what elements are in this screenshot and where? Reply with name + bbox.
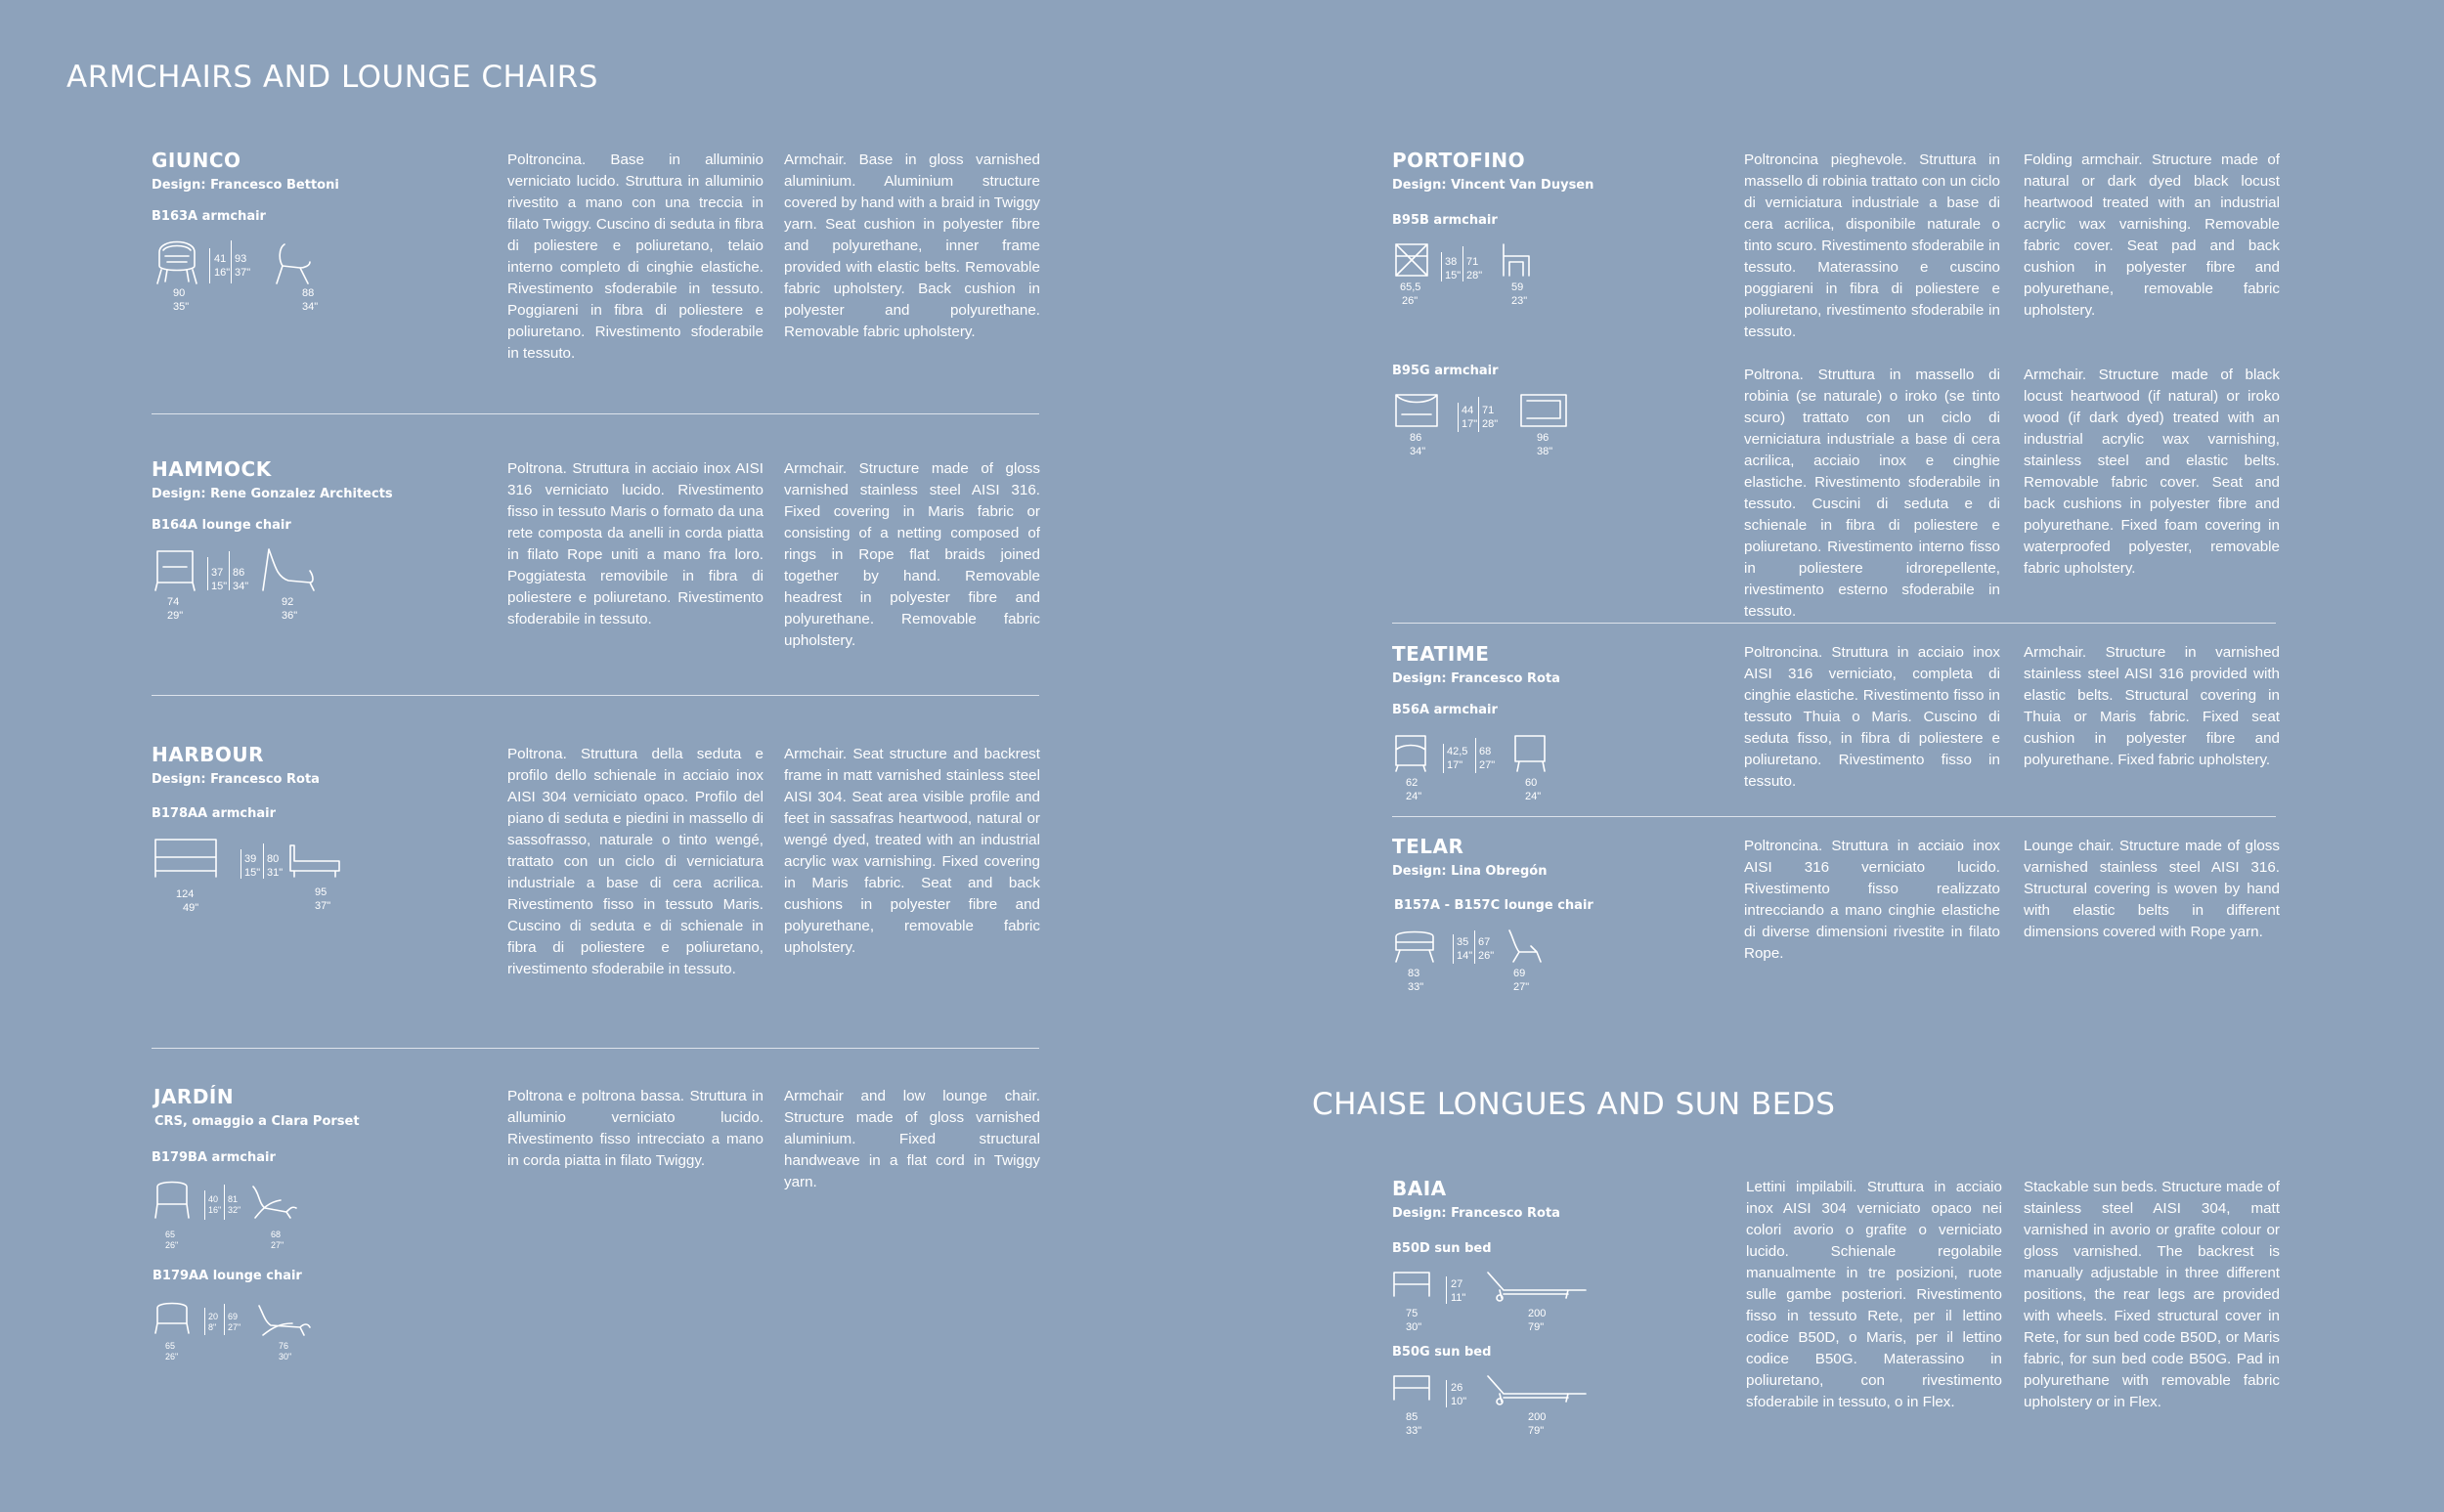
product-designer: Design: Francesco Rota	[1392, 671, 1560, 686]
dimension-label: 65	[165, 1341, 176, 1351]
dimension-line	[209, 248, 210, 283]
model-code: B50G sun bed	[1392, 1345, 1492, 1360]
dimension-line	[204, 1308, 205, 1335]
dimension-label: 69	[1513, 968, 1526, 979]
divider	[152, 413, 1039, 414]
dimension-label: 15"	[211, 581, 228, 592]
dimension-label: 95	[315, 886, 327, 898]
dimension-line	[224, 1304, 225, 1335]
dimension-label: 16"	[208, 1205, 222, 1215]
description-it: Poltrona. Struttura in massello di robinia (se naturale) o iroko (se tinto scuro) trattato con un ciclo di verniciatura industriale a base di cera acrilica, acciaio inox e cinghie elastiche. Rivestimento sfoderabile in tessuto. Cuscini di seduta e di schienale in fibra di poliestere e poliuretano. Rivestimento interno fisso in poliestere idrorepellente, rivestimento esterno sfoderabile in tessuto.	[1744, 367, 2000, 620]
dimension-line	[1453, 934, 1454, 964]
product-name: TELAR	[1392, 835, 1464, 858]
model-code: B178AA armchair	[152, 806, 277, 821]
dimension-label: 33"	[1408, 981, 1424, 993]
dimension-line	[1441, 252, 1442, 281]
dimension-drawings	[153, 237, 349, 315]
dimension-label: 14"	[1457, 950, 1473, 962]
model-code: B95B armchair	[1392, 213, 1498, 228]
dimension-label: 86	[233, 567, 245, 579]
product-name: BAIA	[1392, 1177, 1447, 1200]
dimension-label: 27"	[271, 1240, 284, 1250]
dimension-label: 62	[1406, 777, 1418, 789]
dimension-label: 35	[1457, 936, 1469, 948]
dimension-label: 65	[165, 1230, 176, 1239]
description-it: Poltrona. Struttura in acciaio inox AISI 316 verniciato lucido. Rivestimento fisso in tessuto Maris o formato da una rete composta da anelli in corda piatta in filato Rope uniti a mano fra loro. Poggiatesta removibile in fibra di poliestere e poliuretano. Rivestimento sfoderabile in tessuto.	[507, 460, 764, 627]
dimension-label: 26"	[1402, 295, 1418, 307]
dimension-label: 28"	[1482, 418, 1499, 430]
dimension-line	[229, 551, 230, 590]
product-designer: Design: Vincent Van Duysen	[1392, 178, 1594, 193]
dimension-label: 68	[1479, 746, 1492, 757]
dimension-label: 28"	[1466, 270, 1483, 281]
dimension-label: 15"	[1445, 270, 1462, 281]
product-name: GIUNCO	[152, 149, 241, 172]
dimension-label: 33"	[1406, 1425, 1422, 1437]
sun-bed-drawing	[1392, 1372, 1607, 1450]
dimension-label: 20	[208, 1312, 219, 1321]
dimension-drawings	[1392, 1372, 1607, 1450]
dimension-line	[1446, 1276, 1447, 1304]
description-it: Poltrona e poltrona bassa. Struttura in alluminio verniciato lucido. Rivestimento fisso intrecciato a mano in corda piatta in filato Twiggy.	[507, 1088, 764, 1169]
model-code: B157A - B157C lounge chair	[1394, 898, 1593, 913]
folding-chair-drawing	[1394, 240, 1590, 319]
section-title-armchairs: ARMCHAIRS AND LOUNGE CHAIRS	[66, 60, 598, 95]
dimension-label: 17"	[1447, 759, 1463, 771]
dimension-label: 16"	[214, 267, 231, 279]
dimension-line	[1474, 930, 1475, 964]
model-code: B179BA armchair	[152, 1150, 276, 1165]
dimension-label: 32"	[228, 1205, 241, 1215]
product-name: JARDÍN	[153, 1085, 235, 1108]
dimension-label: 42,5	[1447, 746, 1468, 757]
dimension-label: 69	[228, 1312, 239, 1321]
dimension-label: 75	[1406, 1308, 1418, 1319]
dimension-label: 27	[1451, 1278, 1463, 1290]
dimension-label: 23"	[1511, 295, 1528, 307]
dimension-label: 31"	[267, 867, 284, 879]
dimension-line	[1446, 1380, 1447, 1407]
dimension-label: 83	[1408, 968, 1420, 979]
divider	[152, 1048, 1039, 1049]
dimension-drawings	[153, 547, 349, 626]
dimension-label: 41	[214, 253, 227, 265]
dimension-drawings	[1394, 391, 1590, 469]
dimension-line	[1443, 744, 1444, 773]
model-code: B164A lounge chair	[152, 518, 291, 533]
dimension-label: 59	[1511, 281, 1524, 293]
dimension-drawings	[153, 1179, 349, 1257]
description-en: Stackable sun beds. Structure made of stainless steel AISI 304, matt varnished in avorio or grafite colour or gloss varnished. The backrest is manually adjustable in three different positions, the rear legs are provided with wheels. Fixed structural cover in Rete, for sun bed code B50D, or Maris fabric, for sun bed code B50G. Pad in polyurethane with removable fabric upholstery or in Flex.	[2024, 1179, 2280, 1410]
dimension-line	[204, 1190, 205, 1220]
model-code: B95G armchair	[1392, 364, 1499, 378]
dimension-label: 49"	[183, 902, 199, 914]
dimension-label: 17"	[1462, 418, 1478, 430]
dimension-label: 27"	[1479, 759, 1496, 771]
dimension-line	[1475, 738, 1476, 773]
dimension-label: 79"	[1528, 1425, 1545, 1437]
description-en: Armchair. Seat structure and backrest frame in matt varnished stainless steel AISI 304. Seat area visible profile and feet in sassafras heartwood, natural or wengé dyed, treated with an industrial acrylic wax varnishing. Fixed covering in Maris fabric. Seat and back cushions in polyester fibre and polyurethane, removable fabric upholstery.	[784, 746, 1040, 956]
product-designer: CRS, omaggio a Clara Porset	[154, 1114, 360, 1129]
dimension-label: 26	[1451, 1382, 1463, 1394]
dimension-label: 40	[208, 1194, 219, 1204]
dimension-label: 44	[1462, 405, 1474, 416]
dimension-label: 36"	[282, 610, 298, 622]
dimension-label: 88	[302, 287, 315, 299]
sun-bed-drawing	[1392, 1269, 1607, 1347]
description-it: Poltroncina. Struttura in acciaio inox AISI 316 verniciato, completa di cinghie elastiche. Rivestimento fisso in tessuto Thuia o Maris. Cuscino di seduta fisso, in fibra di poliestere e poliuretano. Rivestimento fisso in tessuto.	[1744, 644, 2000, 790]
dimension-label: 200	[1528, 1308, 1547, 1319]
dimension-line	[240, 849, 241, 879]
description-en: Armchair. Structure in varnished stainless steel AISI 316 provided with elastic belts. Structural covering in Thuia or Maris fabric. Fixed seat cushion in polyester fibre and polyurethane. Fixed fabric upholstery.	[2024, 644, 2280, 768]
dimension-label: 68	[271, 1230, 282, 1239]
dimension-drawings	[153, 1298, 349, 1376]
model-code: B56A armchair	[1392, 703, 1498, 717]
dimension-label: 200	[1528, 1411, 1547, 1423]
dimension-label: 26"	[165, 1352, 179, 1361]
dimension-line	[207, 557, 208, 590]
dimension-drawings	[153, 836, 369, 914]
description-it: Poltroncina pieghevole. Struttura in massello di robinia trattato con un ciclo di verniciatura industriale a base di cera acrilica, disponibile naturale o tinto scuro. Rivestimento sfoderabile in tessuto. Materassino e cuscino poggiareni in fibra di poliestere e poliuretano, rivestimento sfoderabile in tessuto.	[1744, 151, 2000, 340]
dimension-label: 8"	[208, 1322, 217, 1332]
dimension-label: 92	[282, 596, 294, 608]
description-en: Lounge chair. Structure made of gloss varnished stainless steel AISI 316. Structural covering is woven by hand with elastic belts in different dimensions covered with Rope yarn.	[2024, 838, 2280, 940]
dimension-label: 24"	[1406, 791, 1422, 802]
dimension-label: 79"	[1528, 1321, 1545, 1333]
dimension-line	[1462, 246, 1463, 281]
section-title-chaise-longues: CHAISE LONGUES AND SUN BEDS	[1312, 1087, 1836, 1122]
dimension-line	[231, 240, 232, 283]
dimension-line	[224, 1185, 225, 1220]
dimension-label: 96	[1537, 432, 1549, 444]
product-designer: Design: Rene Gonzalez Architects	[152, 487, 393, 501]
dimension-line	[263, 843, 264, 879]
dimension-label: 34"	[1410, 446, 1426, 457]
chair-front-drawing	[153, 1179, 349, 1257]
dimension-label: 27"	[1513, 981, 1530, 993]
dimension-label: 76	[279, 1341, 289, 1351]
product-name: TEATIME	[1392, 642, 1490, 666]
product-designer: Design: Francesco Bettoni	[152, 178, 339, 193]
dimension-label: 27"	[228, 1322, 241, 1332]
description-en: Armchair. Structure made of gloss varnished stainless steel AISI 316. Fixed covering in Maris fabric or consisting of a netting composed of rings in Rope flat braids joined together by hand. Removable headrest in polyester fibre and polyurethane. Removable fabric upholstery.	[784, 460, 1040, 649]
model-code: B50D sun bed	[1392, 1241, 1492, 1256]
dimension-label: 37"	[315, 900, 331, 912]
dimension-label: 60	[1525, 777, 1538, 789]
product-designer: Design: Francesco Rota	[152, 772, 320, 787]
description-en: Folding armchair. Structure made of natural or dark dyed black locust heartwood treated with an industrial acrylic wax varnishing. Removable fabric cover. Seat pad and back cushion in polyester fibre and polyurethane, removable fabric upholstery.	[2024, 151, 2280, 319]
model-code: B179AA lounge chair	[153, 1269, 302, 1283]
dimension-label: 86	[1410, 432, 1422, 444]
divider	[1392, 816, 2276, 817]
description-it: Poltroncina. Struttura in acciaio inox AISI 316 verniciato lucido. Rivestimento fisso realizzato intrecciando a mano cinghie elastiche di diverse dimensioni rivestite in filato Rope.	[1744, 838, 2000, 962]
dimension-label: 34"	[233, 581, 249, 592]
dimension-label: 90	[173, 287, 186, 299]
product-name: HARBOUR	[152, 743, 265, 766]
product-name: HAMMOCK	[152, 457, 272, 481]
description-en: Armchair and low lounge chair. Structure made of gloss varnished aluminium. Fixed structural handweave in a flat cord in Twiggy yarn.	[784, 1088, 1040, 1190]
dimension-label: 34"	[302, 301, 319, 313]
product-name: PORTOFINO	[1392, 149, 1526, 172]
dimension-line	[1458, 403, 1459, 432]
dimension-label: 37"	[235, 267, 251, 279]
divider	[1392, 623, 2276, 624]
dimension-label: 71	[1466, 256, 1479, 268]
description-it: Poltroncina. Base in alluminio verniciato lucido. Struttura in alluminio rivestito a mano con una treccia in filato Twiggy. Cuscino di seduta in fibra di poliestere e poliuretano, telaio interno completo di cinghie elastiche. Rivestimento sfoderabile in tessuto. Poggiareni in fibra di poliestere e poliuretano. Rivestimento sfoderabile in tessuto.	[507, 151, 764, 362]
dimension-label: 26"	[1478, 950, 1495, 962]
description-it: Poltrona. Struttura della seduta e profilo dello schienale in acciaio inox AISI 304 verniciato opaco. Profilo del piano di seduta e piedini in massello di sassofrasso, naturale o tinto wengé, trattato con un ciclo di verniciatura industriale a base di cera acrilica. Rivestimento fisso in tessuto Maris. Cuscino di seduta e di schienale in fibra di poliestere e poliuretano, rivestimento sfoderabile in tessuto.	[507, 746, 764, 977]
dimension-drawings	[1394, 927, 1590, 1005]
dimension-label: 67	[1478, 936, 1491, 948]
dimension-label: 30"	[279, 1352, 292, 1361]
dimension-drawings	[1394, 732, 1590, 810]
description-it: Lettini impilabili. Struttura in acciaio inox AISI 304 verniciato opaco nei colori avorio o grafite o verniciato lucido. Schienale regolabile manualmente in tre posizioni, ruote sulle gambe posteriori. Rivestimento fisso in tessuto Rete, per il lettino codice B50D, o Maris, per il lettino codice B50G. Materassino in poliuretano, con rivestimento sfoderabile in tessuto, o in Flex.	[1746, 1179, 2002, 1410]
dimension-label: 10"	[1451, 1396, 1467, 1407]
dimension-label: 26"	[165, 1240, 179, 1250]
dimension-label: 38"	[1537, 446, 1553, 457]
dimension-drawings	[1394, 240, 1590, 319]
dimension-drawings	[1392, 1269, 1607, 1347]
model-code: B163A armchair	[152, 209, 266, 224]
dimension-label: 24"	[1525, 791, 1542, 802]
dimension-label: 93	[235, 253, 247, 265]
dimension-label: 30"	[1406, 1321, 1422, 1333]
dimension-label: 74	[167, 596, 180, 608]
dimension-line	[1478, 397, 1479, 432]
lounge-chair-drawing	[153, 1298, 349, 1376]
dimension-label: 65,5	[1400, 281, 1421, 293]
dimension-label: 11"	[1451, 1292, 1466, 1304]
dimension-label: 29"	[167, 610, 184, 622]
dimension-label: 35"	[173, 301, 190, 313]
dimension-label: 39	[244, 853, 257, 865]
divider	[152, 695, 1039, 696]
product-designer: Design: Lina Obregón	[1392, 864, 1548, 879]
description-en: Armchair. Structure made of black locust heartwood (if natural) or iroko wood (if dark dyed) treated with an industrial acrylic wax varnishing, stainless steel and elastic belts. Removable fabric cover. Seat and back cushions in polyester fibre and polyurethane. Fixed foam covering in waterproofed polyester, removable fabric upholstery.	[2024, 367, 2280, 577]
dimension-label: 38	[1445, 256, 1458, 268]
dimension-label: 124	[176, 888, 195, 900]
dimension-label: 15"	[244, 867, 261, 879]
description-en: Armchair. Base in gloss varnished aluminium. Aluminium structure covered by hand with a braid in Twiggy yarn. Seat cushion in polyester fibre and polyurethane, inner frame provided with elastic belts. Removable fabric upholstery. Back cushion in polyester and polyurethane. Removable fabric upholstery.	[784, 151, 1040, 340]
dimension-label: 71	[1482, 405, 1495, 416]
dimension-label: 37	[211, 567, 224, 579]
product-designer: Design: Francesco Rota	[1392, 1206, 1560, 1221]
dimension-label: 85	[1406, 1411, 1418, 1423]
dimension-label: 80	[267, 853, 280, 865]
dimension-label: 81	[228, 1194, 239, 1204]
